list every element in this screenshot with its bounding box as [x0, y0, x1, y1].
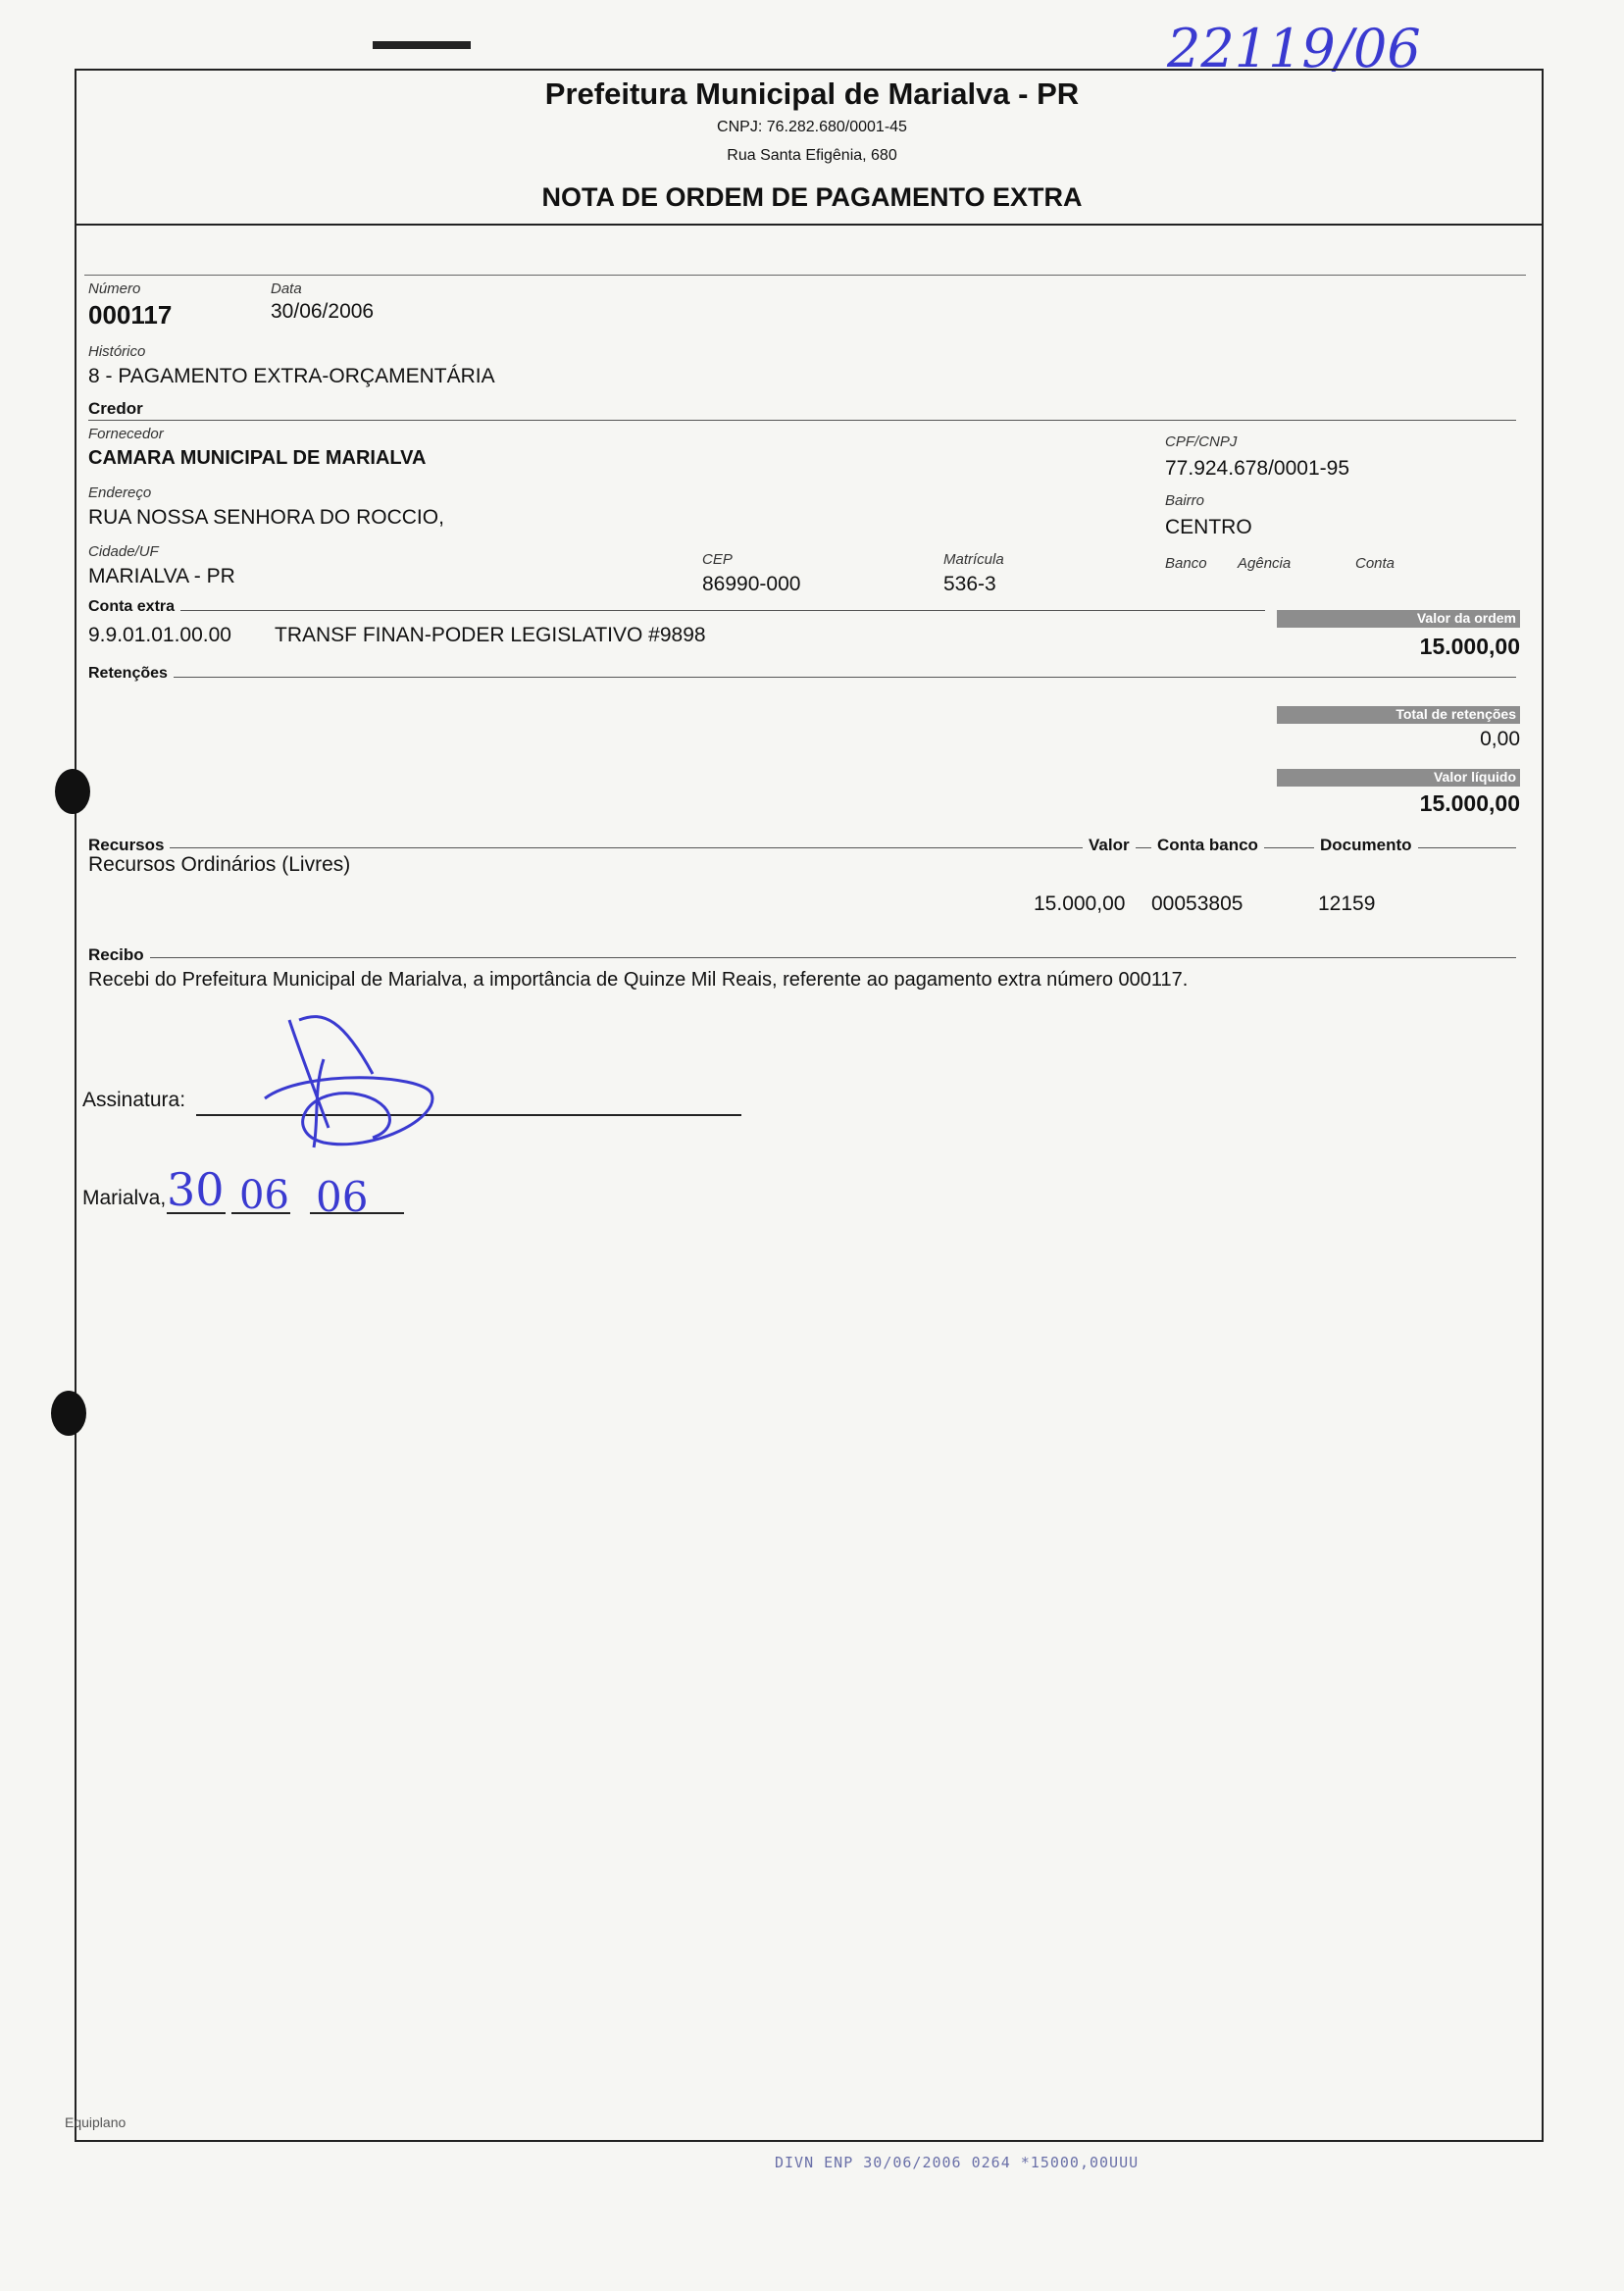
total-retencoes-bar [1277, 706, 1520, 724]
recursos-item: Recursos Ordinários (Livres) [88, 853, 351, 876]
header-cnpj: CNPJ: 76.282.680/0001-45 [717, 119, 907, 135]
banco-label: Banco [1165, 555, 1207, 572]
credor-line [88, 420, 1516, 421]
recursos-documento: 12159 [1318, 892, 1376, 915]
data-label: Data [271, 280, 302, 297]
handwritten-protocol-number: 22119/06 [1167, 18, 1421, 79]
cidade-label: Cidade/UF [88, 543, 159, 560]
valor-ordem-value: 15.000,00 [1419, 634, 1520, 659]
data-value: 30/06/2006 [271, 300, 375, 323]
numero-value: 000117 [88, 300, 173, 330]
numero-label: Número [88, 280, 141, 297]
punch-hole-lower [51, 1391, 86, 1436]
conta-label: Conta [1355, 555, 1396, 572]
handwritten-day: 30 [167, 1163, 225, 1216]
cidade-value: MARIALVA - PR [88, 565, 235, 587]
total-retencoes-value: 0,00 [1480, 728, 1520, 750]
cpf-label: CPF/CNPJ [1165, 433, 1238, 450]
bairro-value: CENTRO [1165, 516, 1252, 538]
bairro-label: Bairro [1165, 492, 1205, 509]
conta-extra-desc: TRANSF FINAN-PODER LEGISLATIVO #9898 [275, 624, 706, 646]
conta-extra-label: Conta extra [88, 598, 180, 616]
cep-value: 86990-000 [702, 573, 801, 595]
recibo-label: Recibo [88, 945, 150, 965]
header-subdivider [84, 275, 1526, 276]
footer-stamp: DIVN ENP 30/06/2006 0264 *15000,00UUU [775, 2154, 1140, 2171]
endereco-label: Endereço [88, 484, 152, 501]
assinatura-label: Assinatura: [82, 1089, 186, 1111]
recursos-conta-banco: 00053805 [1151, 892, 1243, 915]
header-address: Rua Santa Efigênia, 680 [727, 147, 897, 164]
handwritten-month: 06 [239, 1173, 289, 1218]
valor-liquido-value: 15.000,00 [1419, 790, 1520, 816]
matricula-label: Matrícula [943, 551, 1004, 568]
conta-extra-line [88, 610, 1265, 611]
total-retencoes-label: Total de retenções [1396, 706, 1516, 722]
recursos-line [88, 847, 1516, 848]
cpf-value: 77.924.678/0001-95 [1165, 457, 1350, 480]
fornecedor-label: Fornecedor [88, 426, 164, 442]
punch-hole-upper [55, 769, 90, 814]
valor-liquido-bar [1277, 769, 1520, 787]
doc-title: NOTA DE ORDEM DE PAGAMENTO EXTRA [541, 182, 1083, 212]
recursos-col-valor: Valor [1083, 836, 1136, 855]
recursos-col-documento: Documento [1314, 836, 1418, 855]
historico-label: Histórico [88, 343, 146, 360]
handwritten-year: 06 [316, 1173, 369, 1221]
header-divider [75, 224, 1542, 226]
matricula-value: 536-3 [943, 573, 996, 595]
signature-scribble [206, 981, 461, 1177]
header-title: Prefeitura Municipal de Marialva - PR [544, 76, 1080, 111]
recursos-valor: 15.000,00 [1034, 892, 1126, 915]
endereco-value: RUA NOSSA SENHORA DO ROCCIO, [88, 506, 444, 529]
recursos-label: Recursos [88, 836, 170, 855]
cep-label: CEP [702, 551, 733, 568]
valor-liquido-label: Valor líquido [1433, 769, 1516, 785]
recibo-text: Recebi do Prefeitura Municipal de Marialva, a importância de Quinze Mil Reais, referente ao pagamento extra número 000117. [88, 969, 1189, 991]
retencoes-line [88, 677, 1516, 678]
scan-mark [373, 41, 471, 49]
historico-value: 8 - PAGAMENTO EXTRA-ORÇAMENTÁRIA [88, 365, 495, 387]
valor-ordem-label: Valor da ordem [1416, 610, 1516, 626]
conta-extra-code: 9.9.01.01.00.00 [88, 624, 231, 646]
recibo-line [88, 957, 1516, 958]
local-label: Marialva, [82, 1187, 167, 1209]
retencoes-label: Retenções [88, 665, 174, 683]
agencia-label: Agência [1238, 555, 1292, 572]
fornecedor-value: CAMARA MUNICIPAL DE MARIALVA [88, 447, 427, 469]
credor-section-label: Credor [88, 399, 149, 419]
recursos-col-conta: Conta banco [1151, 836, 1264, 855]
footer-brand: Equiplano [65, 2114, 127, 2130]
valor-ordem-bar [1277, 610, 1520, 628]
